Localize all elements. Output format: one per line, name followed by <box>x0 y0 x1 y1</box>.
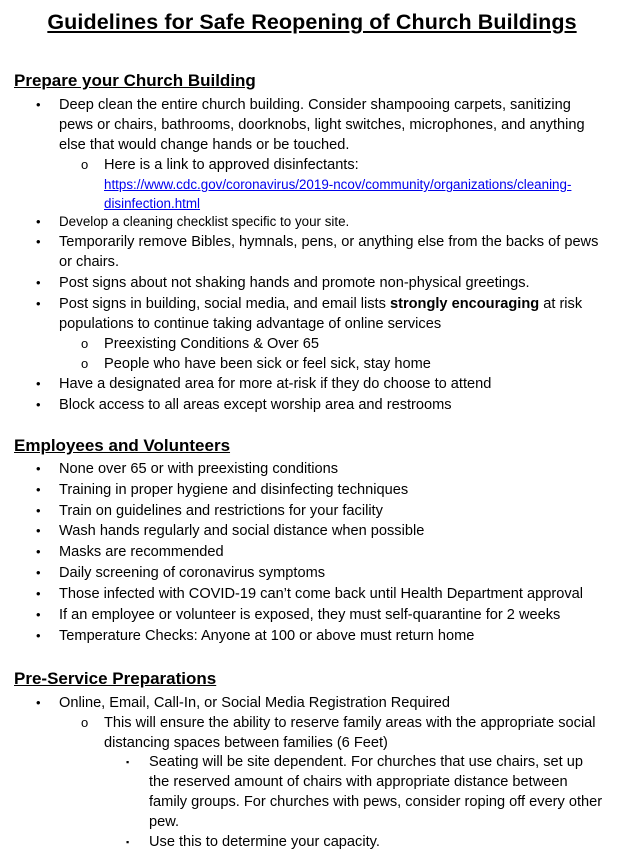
cdc-disinfectants-link[interactable]: https://www.cdc.gov/coronavirus/2019-ncov/community/organizations/cleaning-disinfection.html <box>104 177 572 211</box>
list-item-employee <box>36 605 604 625</box>
link-intro-text: Here is a link to approved disinfectants: <box>104 157 359 173</box>
list-item-remove-items <box>36 232 604 272</box>
item-text: Block access to all areas except worship area and restrooms <box>59 397 452 413</box>
list-item-deep-clean <box>36 95 604 155</box>
item-text: Deep clean the entire church building. Consider shampooing carpets, sanitizing pews or chairs, bathrooms, doorknobs, light switches, microphones, and anything else that would change hands or be touched. <box>59 97 585 153</box>
list-item-post-signs-handshake <box>36 273 604 293</box>
item-text: Temperature Checks: Anyone at 100 or above must return home <box>59 628 475 644</box>
circle-bullet-icon: o <box>81 336 89 351</box>
bullet-icon: • <box>36 296 41 311</box>
bullet-icon: • <box>36 523 41 538</box>
bullet-icon: • <box>36 275 41 290</box>
item-text: Training in proper hygiene and disinfecting techniques <box>59 482 409 498</box>
list-item-employee <box>36 521 604 541</box>
sub-item-reserve <box>81 713 604 753</box>
bullet-icon: • <box>36 97 41 112</box>
bullet-icon: • <box>36 482 41 497</box>
bullet-icon: • <box>36 461 41 476</box>
list-item-employee <box>36 626 604 646</box>
bullet-icon: • <box>36 586 41 601</box>
list-item-employee <box>36 480 604 500</box>
list-item-designated-area <box>36 374 604 394</box>
list-item-employee <box>36 459 604 479</box>
item-text: Wash hands regularly and social distance when possible <box>59 523 425 539</box>
square-bullet-icon: ▪ <box>126 837 130 847</box>
list-item-employee <box>36 501 604 521</box>
item-text: Online, Email, Call-In, or Social Media Registration Required <box>59 695 450 711</box>
bullet-icon: • <box>36 503 41 518</box>
item-text: Seating will be site dependent. For churches that use chairs, set up the reserved amount of chairs with appropriate distance between family groups. For churches with pews, consider roping off every other pew. <box>149 754 603 830</box>
section-heading-prepare: Prepare your Church Building <box>14 71 256 90</box>
bullet-icon: • <box>36 565 41 580</box>
bullet-icon: • <box>36 695 41 710</box>
item-text: None over 65 or with preexisting conditions <box>59 461 339 477</box>
bullet-icon: • <box>36 544 41 559</box>
bullet-icon: • <box>36 376 41 391</box>
item-text: Use this to determine your capacity. <box>149 834 380 850</box>
item-text: Those infected with COVID-19 can’t come back until Health Department approval <box>59 586 584 602</box>
bullet-icon: • <box>36 234 41 249</box>
item-text: Develop a cleaning checklist specific to your site. <box>59 214 350 229</box>
item-text: Preexisting Conditions & Over 65 <box>104 336 319 352</box>
list-item-block-access <box>36 395 604 415</box>
item-text: This will ensure the ability to reserve family areas with the appropriate social distancing spaces between families (6 Feet) <box>104 715 596 751</box>
item-text-part: Post signs in building, social media, and email lists <box>59 296 390 312</box>
item-text: Temporarily remove Bibles, hymnals, pens, or anything else from the backs of pews or chairs. <box>59 234 599 270</box>
item-text: Daily screening of coronavirus symptoms <box>59 565 326 581</box>
item-text: Train on guidelines and restrictions for your facility <box>59 503 383 519</box>
list-item-employee <box>36 563 604 583</box>
item-text: People who have been sick or feel sick, stay home <box>104 356 431 372</box>
list-item-employee <box>36 584 604 604</box>
bullet-icon: • <box>36 607 41 622</box>
item-text-part: at risk populations to continue taking advantage of online services <box>59 296 583 332</box>
item-text <box>59 294 604 334</box>
bullet-icon: • <box>36 628 41 643</box>
document-title: Guidelines for Safe Reopening of Church Buildings <box>47 10 577 34</box>
circle-bullet-icon: o <box>81 356 89 371</box>
square-bullet-icon: ▪ <box>126 757 130 767</box>
bullet-icon: • <box>36 214 41 229</box>
item-text: Have a designated area for more at-risk if they do choose to attend <box>59 376 492 392</box>
section-heading-preservice: Pre-Service Preparations <box>14 669 217 688</box>
sub-sub-item-seating <box>126 752 604 832</box>
sub-item-sick <box>81 354 604 374</box>
section-heading-employees: Employees and Volunteers <box>14 436 231 455</box>
bullet-icon: • <box>36 397 41 412</box>
sub-sub-item-capacity <box>126 832 604 852</box>
list-item-employee <box>36 542 604 562</box>
circle-bullet-icon: o <box>81 715 89 730</box>
list-item-post-signs-online <box>36 294 604 334</box>
sub-item-preexisting <box>81 334 604 354</box>
item-text: Post signs about not shaking hands and promote non-physical greetings. <box>59 275 530 291</box>
item-text: If an employee or volunteer is exposed, they must self-quarantine for 2 weeks <box>59 607 561 623</box>
list-item-registration <box>36 693 604 713</box>
circle-bullet-icon: o <box>81 157 89 172</box>
list-item-checklist <box>36 212 604 232</box>
sub-item-disinfectant-link <box>81 155 604 213</box>
item-text: Masks are recommended <box>59 544 224 560</box>
emphasis-text: strongly encouraging <box>389 296 540 312</box>
